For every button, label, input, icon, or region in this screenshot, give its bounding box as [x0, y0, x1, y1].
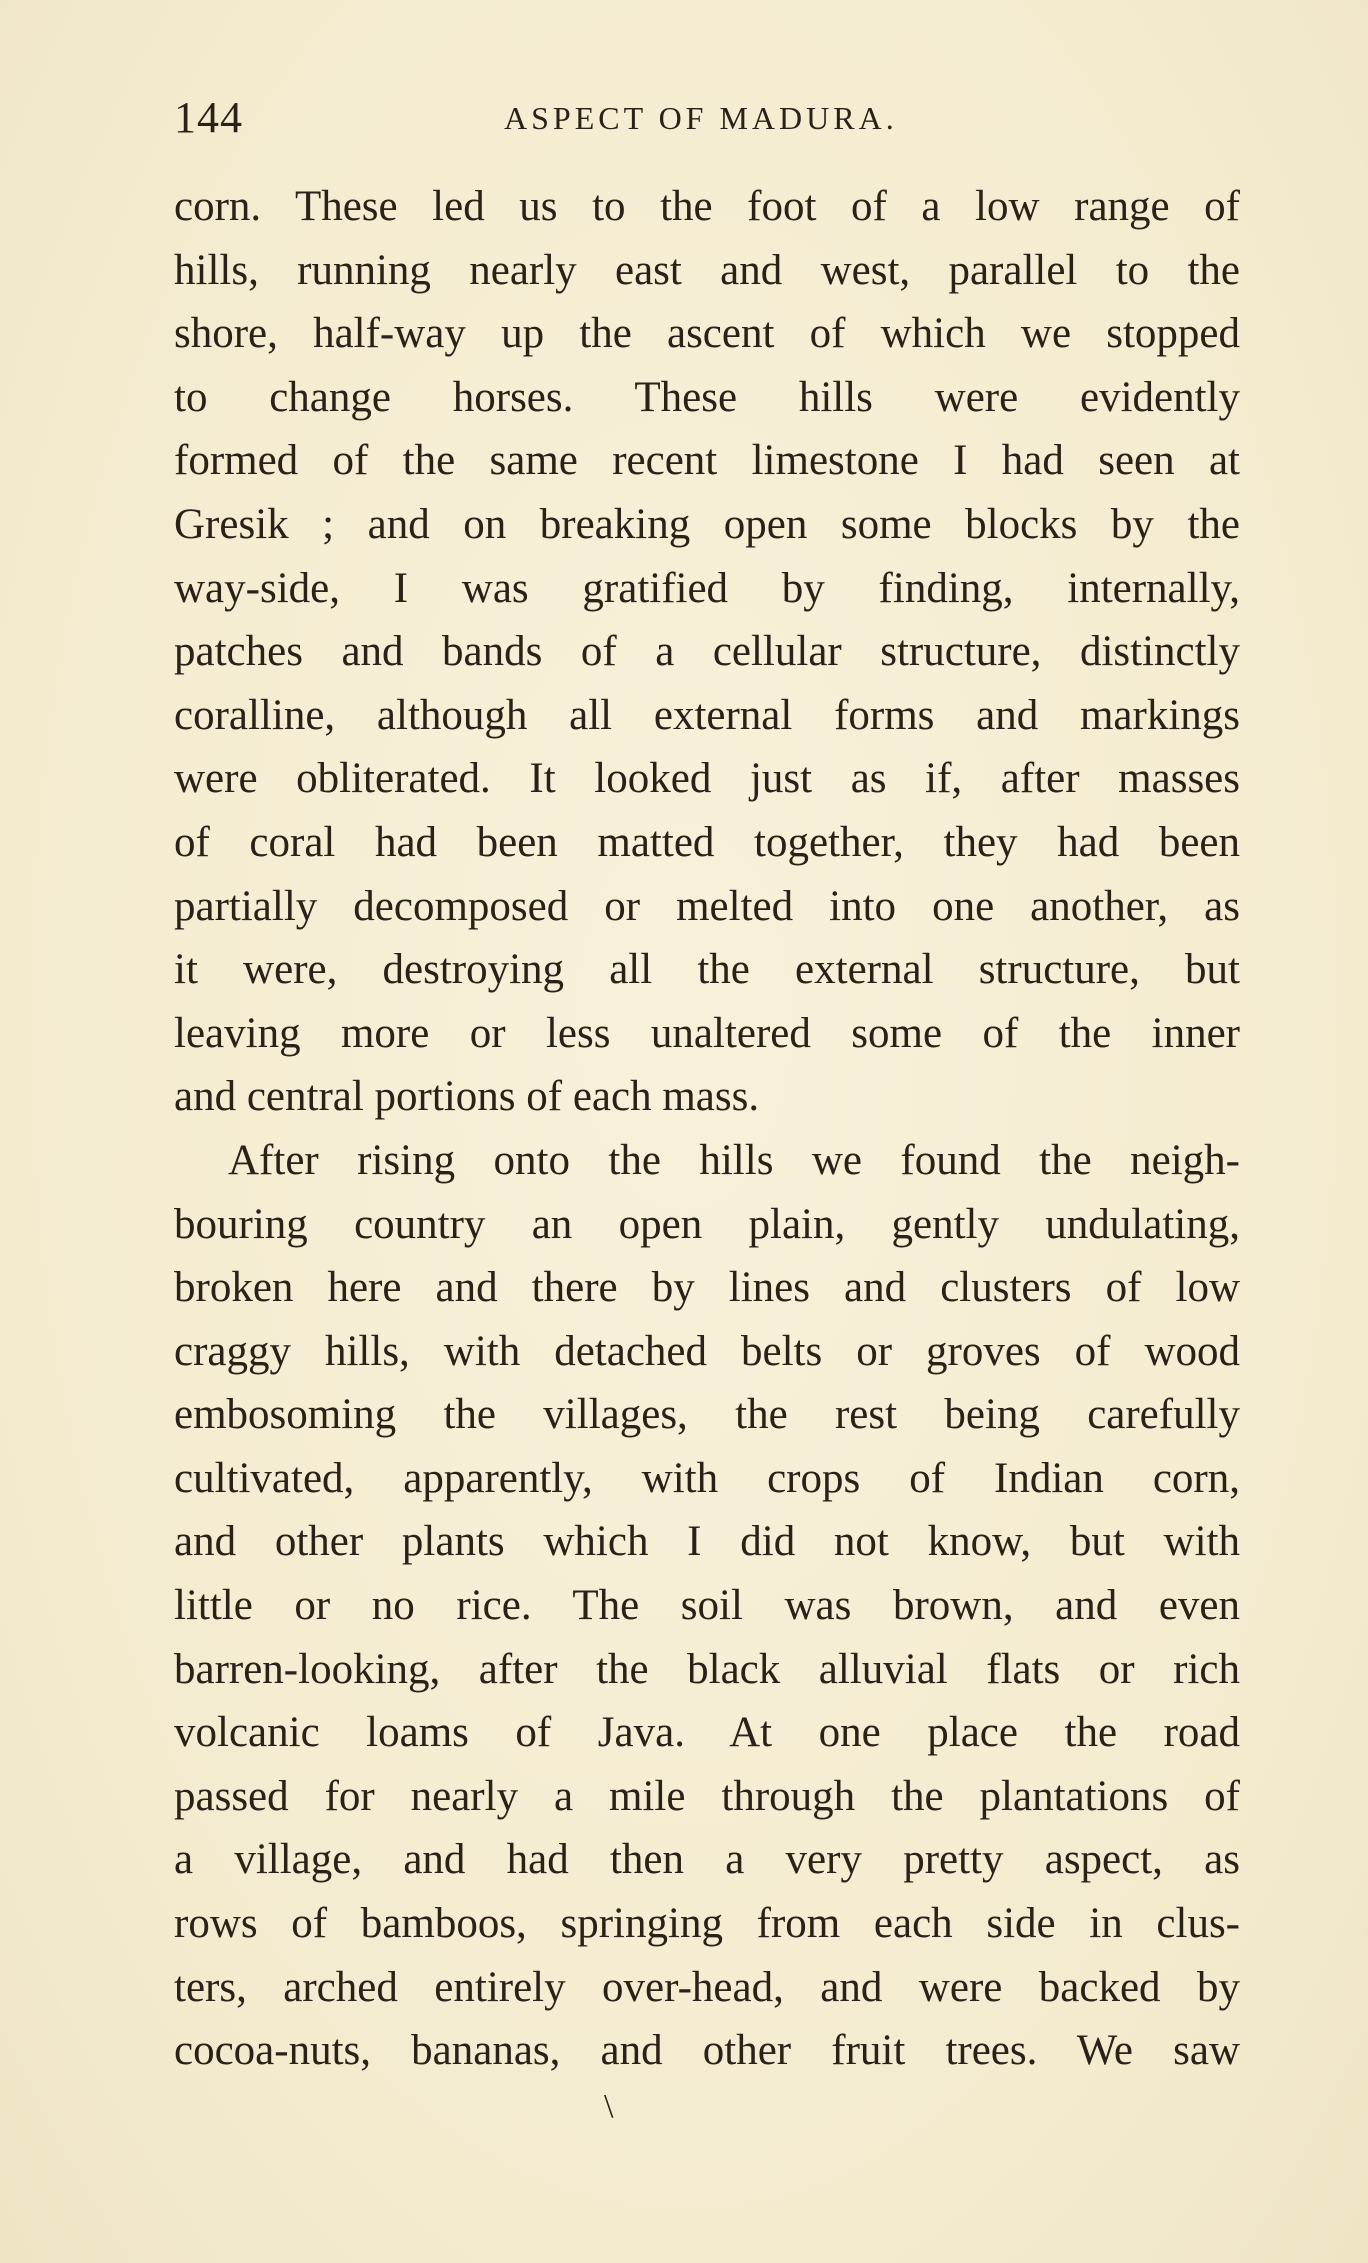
text-line: partially decomposed or melted into one another, as: [174, 882, 1240, 930]
page-number: 144: [174, 93, 243, 142]
text-line: a village, and had then a very pretty aspect, as: [174, 1836, 1240, 1884]
text-line: little or no rice. The soil was brown, and even: [174, 1582, 1240, 1630]
text-line: coralline, although all external forms and markings: [174, 691, 1240, 739]
text-line: bouring country an open plain, gently undulating,: [174, 1200, 1240, 1248]
body-text: [174, 175, 1240, 2083]
paragraph: [174, 175, 1240, 1129]
text-line: leaving more or less unaltered some of the inner: [174, 1009, 1240, 1057]
text-line: it were, destroying all the external structure, but: [174, 946, 1240, 994]
text-line: embosoming the villages, the rest being carefully: [174, 1391, 1240, 1439]
text-line: broken here and there by lines and clusters of low: [174, 1264, 1240, 1312]
text-line: passed for nearly a mile through the plantations of: [174, 1772, 1240, 1820]
text-line: Gresik ; and on breaking open some blocks by the: [174, 500, 1240, 548]
running-head: ASPECT OF MADURA.: [504, 100, 898, 136]
catchword-mark: \: [604, 2088, 614, 2125]
text-line: cocoa-nuts, bananas, and other fruit trees. We saw: [174, 2027, 1240, 2075]
text-line: After rising onto the hills we found the neigh-: [228, 1136, 1240, 1184]
text-line: were obliterated. It looked just as if, after masses: [174, 755, 1240, 803]
text-line: hills, running nearly east and west, parallel to the: [174, 246, 1240, 294]
text-line: corn. These led us to the foot of a low range of: [174, 183, 1240, 230]
text-line: to change horses. These hills were evidently: [174, 373, 1240, 421]
text-line: rows of bamboos, springing from each side in clus-: [174, 1900, 1240, 1948]
text-line: barren-looking, after the black alluvial flats or rich: [174, 1645, 1240, 1693]
text-line: craggy hills, with detached belts or groves of wood: [174, 1327, 1240, 1375]
text-line: of coral had been matted together, they had been: [174, 818, 1240, 866]
text-line: cultivated, apparently, with crops of Indian corn,: [174, 1454, 1240, 1502]
text-line: formed of the same recent limestone I had seen at: [174, 437, 1240, 485]
text-line: ters, arched entirely over-head, and were backed by: [174, 1963, 1240, 2011]
text-line: volcanic loams of Java. At one place the road: [174, 1709, 1240, 1757]
text-line: and central portions of each mass.: [174, 1073, 760, 1121]
text-line: way-side, I was gratified by finding, internally,: [174, 564, 1240, 612]
text-line: patches and bands of a cellular structure, distinctly: [174, 628, 1240, 676]
page-header: [174, 92, 1250, 152]
text-line: and other plants which I did not know, but with: [174, 1518, 1240, 1566]
paragraph: [174, 1129, 1240, 2083]
text-line: shore, half-way up the ascent of which we stopped: [174, 310, 1240, 358]
